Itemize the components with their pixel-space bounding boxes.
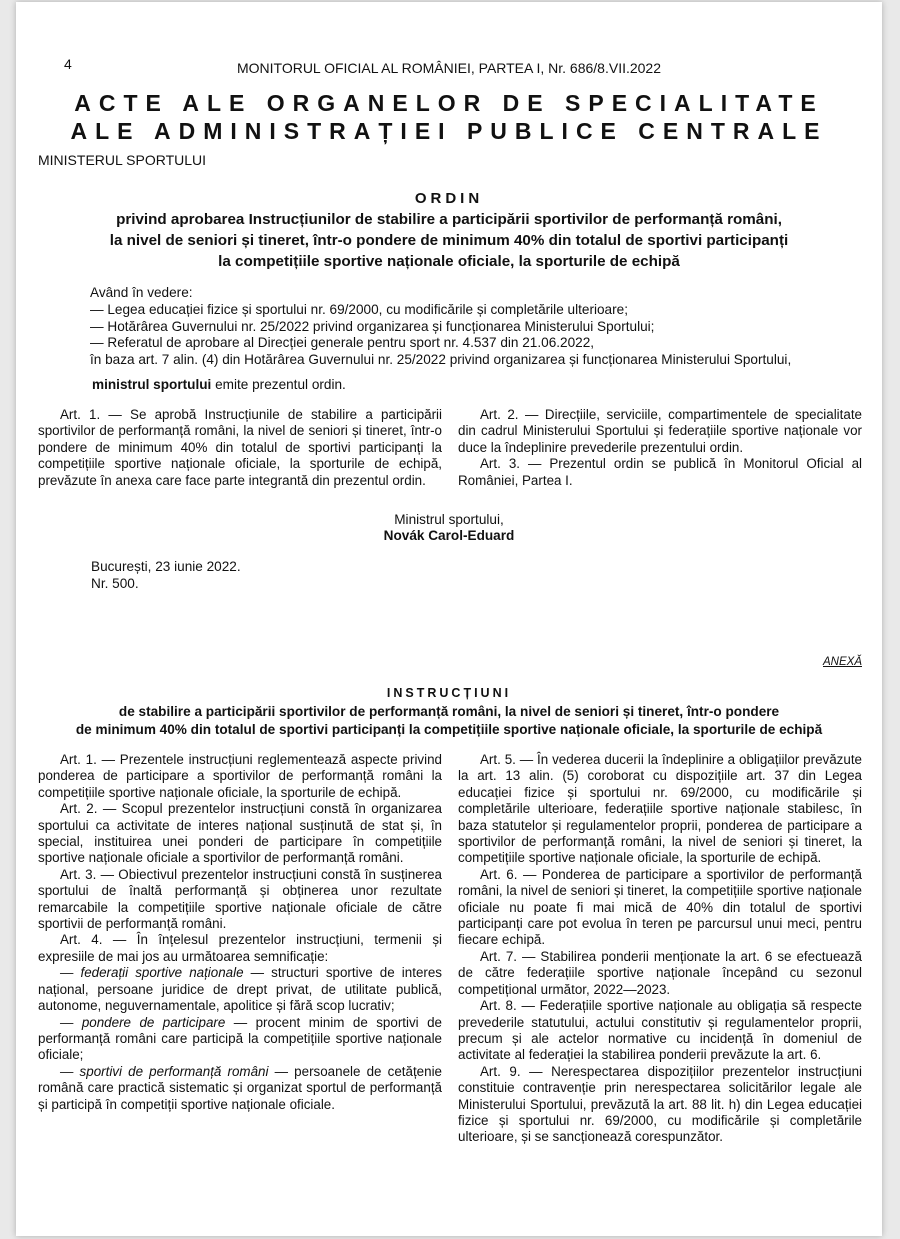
order-article: Art. 3. — Prezentul ordin se publică în Monitorul Oficial al României, Partea I. [458, 456, 862, 488]
section-title-line1: ACTE ALE ORGANELOR DE SPECIALITATE [74, 90, 824, 116]
order-heading: ORDIN [414, 190, 484, 207]
annex-article: Art. 2. — Scopul prezentelor instrucțiuni constă în organizarea sportului ca activitate de interes național susținută de stat și, în special, instituirea unei ponderi de participare în competițiile sportive naționale oficiale a sportivilor de performanță români. [38, 801, 442, 866]
annex-title-line: de minimum 40% din totalul de sportivi participanți la competițiile sportive naționale oficiale, la sporturile de echipă [75, 722, 823, 737]
preamble-line: — Hotărârea Guvernului nr. 25/2022 privind organizarea și funcționarea Ministerului Sportului; [90, 318, 655, 334]
annex-article: Art. 3. — Obiectivul prezentelor instrucțiuni constă în susținerea sportului de înaltă performanță și obținerea unor rezultate remarcabile la competițiile sportive naționale oficiale de către sportivii de performanță români. [38, 866, 442, 932]
definition-text: — procent minim de sportivi de performanță români care participă la competițiile sportive naționale oficiale; [38, 1014, 442, 1063]
annex-article: Art. 5. — În vederea ducerii la îndeplinire a obligațiilor prevăzute la art. 13 alin. (5) coroborat cu dispozițiile art. 37 din Legea educației fizice și sportului nr. 69/2000, cu modificările și completările ulterioare, federațiile sportive naționale stabilesc, în baza statutelor și regulamentelor proprii, ponderea de participare a sportivilor de performanță români, la nivel de seniori și tineret, la competițiile sportive naționale oficiale, la sporturile de echipă. [458, 752, 862, 866]
definition-text: — structuri sportive de interes național, persoane juridice de drept privat, de utilitate publică, autonome, neguvernamentale, apolitice și fără scop lucrativ; [38, 965, 442, 1014]
order-title-line: la nivel de seniori și tineret, într-o pondere de minimum 40% din totalul de sportivi participanți [109, 232, 789, 249]
place-date-block [91, 559, 241, 592]
definition [38, 965, 442, 1014]
preamble-line: în baza art. 7 alin. (4) din Hotărârea Guvernului nr. 25/2022 privind organizarea și funcționarea Ministerului Sportului, [90, 352, 792, 368]
document-page [16, 2, 882, 1236]
ministry-name: MINISTERUL SPORTULUI [38, 152, 207, 168]
signature-name: Novák Carol-Eduard [383, 528, 515, 543]
order-article: Art. 2. — Direcțiile, serviciile, compartimentele de specialitate din cadrul Ministerului Sportului și federațiile sportive naționale vor duce la îndeplinire prevederile prezentului ordin. [458, 407, 862, 455]
place-date: București, 23 iunie 2022. [91, 559, 241, 574]
annex-label: ANEXĂ [823, 656, 862, 668]
order-title [46, 209, 852, 272]
annex-title-line: de stabilire a participării sportivilor de performanță români, la nivel de seniori și tineret, într-o pondere [118, 704, 780, 719]
annex-article: Art. 9. — Nerespectarea dispozițiilor prezentelor instrucțiuni constituie contravenție prin nerespectarea solicitărilor legale ale Ministerului Sportului, prevăzută la art. 88 lit. h) din Legea educației fizice și sportului nr. 69/2000, cu modificările și completările ulterioare, și se sancționează corespunzător. [458, 1063, 862, 1145]
annex-article: Art. 7. — Stabilirea ponderii menționate la art. 6 se efectuează de către federațiile sportive naționale începând cu sezonul competițional următor, 2022—2023. [458, 948, 862, 997]
definition-term: — federații sportive naționale [60, 965, 244, 981]
issuing-text: emite prezentul ordin. [211, 377, 346, 392]
annex-article: Art. 1. — Prezentele instrucțiuni reglementează aspecte privind ponderea de participare a sportivilor de performanță români la competițiile sportive naționale oficiale, la sporturile de echipă. [38, 752, 442, 800]
definition-term: — sportivi de performanță români [60, 1063, 269, 1079]
page-number: 4 [64, 56, 72, 72]
annex-title [36, 703, 862, 739]
annex-column-right [458, 752, 862, 1146]
annex-article: Art. 8. — Federațiile sportive naționale au obligația să respecte prevederile statutului, actului constitutiv și regulamentelor proprii, precum și ale actelor normative cu incidență în domeniul de activitate al federației la stabilirea ponderii prevăzute la art. 6. [458, 998, 862, 1063]
order-title-line: privind aprobarea Instrucțiunilor de stabilire a participării sportivilor de performanță români, [116, 211, 782, 228]
definition-term: — pondere de participare [60, 1014, 226, 1030]
definition [38, 1015, 442, 1064]
definition-text: — persoanele de cetățenie română care practică sistematic și organizat sportul de performanță și participă în competiții sportive naționale oficiale. [38, 1063, 442, 1112]
issuing-statement [92, 377, 346, 392]
preamble-line: Având în vedere: [90, 285, 193, 300]
order-article: Art. 1. — Se aprobă Instrucțiunile de stabilire a participării sportivilor de performanță români, la nivel de seniori și tineret, într-o pondere de minimum 40% din totalul de sportivi participanți la competițiile sportive naționale oficiale, la sporturile de echipă, prevăzute în anexa care face parte integrantă din prezentul ordin. [38, 407, 442, 488]
preamble [90, 285, 791, 369]
signature-role: Ministrul sportului, [394, 512, 504, 527]
annex-heading: INSTRUCȚIUNI [386, 686, 512, 700]
order-number: Nr. 500. [91, 575, 139, 591]
order-title-line: la competițiile sportive naționale oficiale, la sporturile de echipă [218, 253, 680, 270]
order-articles-right [458, 407, 862, 489]
section-title-line2: ALE ADMINISTRAȚIEI PUBLICE CENTRALE [70, 118, 828, 144]
annex-article: Art. 6. — Ponderea de participare a sportivilor de performanță români, la nivel de seniori și tineret, la competițiile sportive naționale oficiale nu poate fi mai mică de 40% din totalul de sportivi participanți care pot evolua în teren pe parcursul unui meci, pentru fiecare echipă. [458, 866, 862, 948]
annex-article: Art. 4. — În înțelesul prezentelor instrucțiuni, termenii și expresiile de mai jos au următoarea semnificație: [38, 932, 442, 964]
issuer: ministrul sportului [92, 377, 212, 392]
monitor-header: MONITORUL OFICIAL AL ROMÂNIEI, PARTEA I, Nr. 686/8.VII.2022 [236, 60, 662, 76]
preamble-line: — Referatul de aprobare al Direcției generale pentru sport nr. 4.537 din 21.06.2022, [90, 335, 595, 351]
annex-column-left [38, 752, 442, 1113]
order-articles-left [38, 407, 442, 489]
definition [38, 1064, 442, 1113]
preamble-line: — Legea educației fizice și sportului nr. 69/2000, cu modificările și completările ulterioare; [90, 301, 628, 317]
